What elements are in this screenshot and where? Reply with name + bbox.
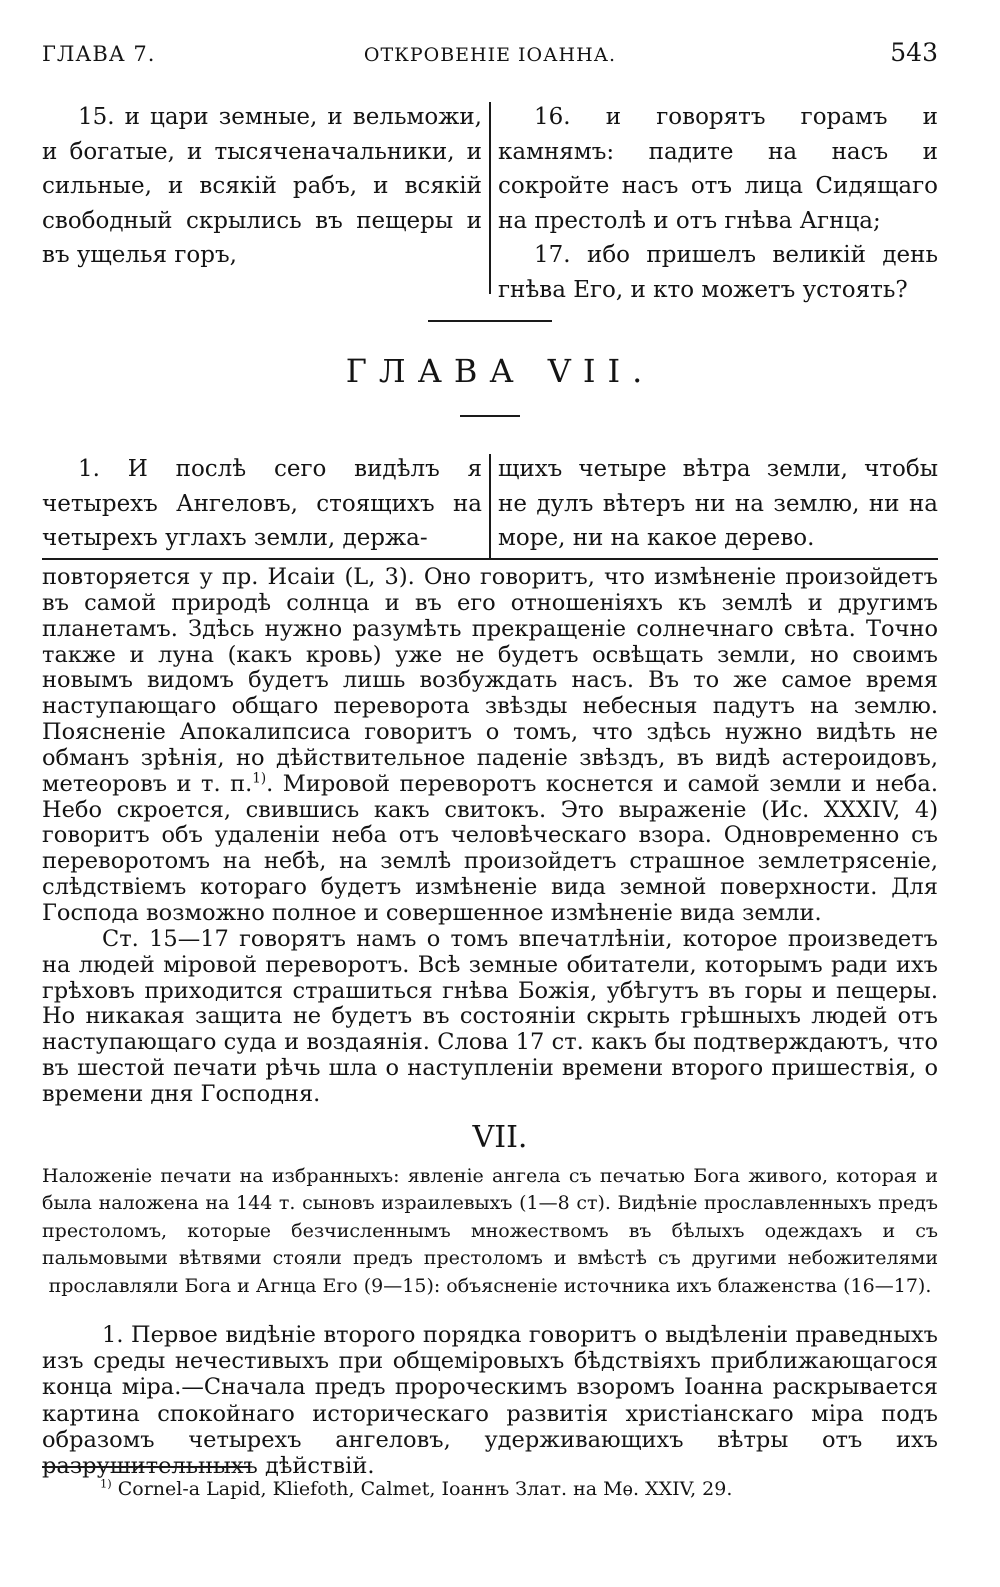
footnote-text: Cornel-a Lapid, Kliefoth, Calmet, Іоаннъ Злат. на Мѳ. XXIV, 29. (117, 1478, 733, 1500)
chapter-verse-1-left (42, 452, 482, 556)
verse-number: 15. (78, 104, 115, 130)
verse-text: И послѣ сего видѣлъ я четырехъ Ангеловъ, стоящихъ на четырехъ углахъ земли, держа- (42, 456, 483, 552)
footnote (100, 1478, 938, 1500)
verse-text: и цари земные, и вельможи, и богатые, и тысяченачальники, и сильные, и всякій рабъ, и всякій свободный скрылись въ пещеры и въ ущелья горъ, (42, 104, 482, 269)
page-number: 543 (890, 38, 938, 67)
commentary-paragraph: Ст. 15—17 говорятъ намъ о томъ впечатлѣніи, которое произведетъ на людей міровой переворотъ. Всѣ земные обитатели, которымъ ради ихъ грѣховъ приходится страшиться гнѣва Божія, убѣгутъ въ горы и пещеры. Но никакая защита не будетъ въ состояніи скрыть грѣшныхъ людей отъ наступающаго суда и воздаянія. Слова 17 ст. какъ бы подтверждаютъ, что въ шестой печати рѣчь шла о наступленіи времени второго пришествія, о времени дня Господня. (42, 925, 938, 1107)
column-divider (489, 102, 491, 294)
footnote-reference[interactable]: 1) (252, 770, 267, 787)
verse-number: 1. (78, 456, 100, 482)
commentary (42, 565, 938, 1108)
column-divider (489, 454, 491, 558)
verse-15 (42, 100, 482, 273)
verse-number: 16. (534, 104, 571, 130)
chapter-verse-1-right (498, 452, 938, 556)
separator-rule (428, 320, 552, 322)
commentary-paragraph-1: 1. Первое видѣніе второго порядка говоритъ о выдѣленіи праведныхъ изъ среды нечестивыхъ при общеміровыхъ бѣдствіяхъ приближающагося конца міра.—Сначала предъ пророческимъ взоромъ Іоанна раскрывается картина спокойнаго историческаго развитія христіанскаго міра подъ образомъ четырехъ ангеловъ, удерживающихъ вѣтры отъ ихъ разрушительныхъ дѣйствій. (42, 1322, 938, 1480)
book-title-header: ОТКРОВЕНІЕ ІОАННА. (363, 44, 617, 66)
chapter-verse-columns (42, 452, 938, 560)
commentary-text: повторяется у пр. Исаіи (L, 3). Оно говоритъ, что измѣненіе произойдетъ въ самой природѣ солнца и въ его отношеніяхъ къ землѣ и другимъ планетамъ. Здѣсь нужно разумѣть прекращеніе солнечнаго свѣта. Точно также и луна (какъ кровь) уже не будетъ освѣщать земли, но своимъ новымъ видомъ будетъ лишь возбуждать насъ. Въ то же самое время наступающаго общаго переворота звѣзды небесныя падутъ на землю. Поясненіе Апокалипсиса говоритъ о томъ, что здѣсь нужно видѣть не обманъ зрѣнія, но дѣйствительное паденіе звѣздъ, въ видѣ астероидовъ, метеоровъ и т. п. (42, 564, 938, 797)
verse-16 (498, 100, 938, 238)
verse-text: ибо пришелъ великій день гнѣва Его, и кто можетъ устоять? (498, 242, 939, 303)
chapter-header: ГЛАВА 7. (42, 42, 156, 66)
verse-text: и говорятъ горамъ и камнямъ: падите на насъ и сокройте насъ отъ лица Сидящаго на престолѣ и отъ гнѣва Агнца; (498, 104, 938, 234)
running-header (42, 38, 938, 72)
chapter-title: ГЛАВА VII. (345, 352, 655, 390)
top-verse-columns (42, 100, 939, 303)
section-title: VII. (472, 1120, 528, 1155)
verses-16-17 (498, 100, 938, 308)
verse-number: 17. (534, 242, 571, 269)
verse-17 (498, 238, 938, 307)
footnote-rule (42, 1466, 250, 1468)
footnote-marker: 1) (100, 1476, 112, 1491)
chapter-summary: Наложеніе печати на избранныхъ: явленіе ангела съ печатью Бога живого, которая и была наложена на 144 т. сыновъ израилевыхъ (1—8 ст). Видѣніе прославленныхъ предъ престоломъ, которые безчисленнымъ множествомъ въ бѣлыхъ одеждахъ и съ пальмовыми вѣтвями стояли предъ престоломъ и вмѣстѣ съ другими небожителями прославляли Бога и Агнца Его (9—15): объясненіе источника ихъ блаженства (16—17). (42, 1165, 938, 1297)
commentary-paragraph (42, 565, 938, 927)
separator-rule (460, 415, 520, 417)
full-width-rule (42, 558, 938, 560)
commentary-text: . Мировой переворотъ коснется и самой земли и неба. Небо скроется, свившись какъ свитокъ. Это выраженіе (Ис. XXXIV, 4) говоритъ объ удаленіи неба отъ человѣческаго взора. Одновременно съ переворотомъ на небѣ, на землѣ произойдетъ страшное землетрясеніе, слѣдствіемъ котораго будетъ измѣненіе вида земной поверхности. Для Господа возможно полное и совершенное измѣненіе вида земли. (42, 770, 938, 926)
verse-text: щихъ четыре вѣтра земли, чтобы не дулъ вѣтеръ ни на землю, ни на море, ни на какое дерево. (498, 456, 938, 552)
